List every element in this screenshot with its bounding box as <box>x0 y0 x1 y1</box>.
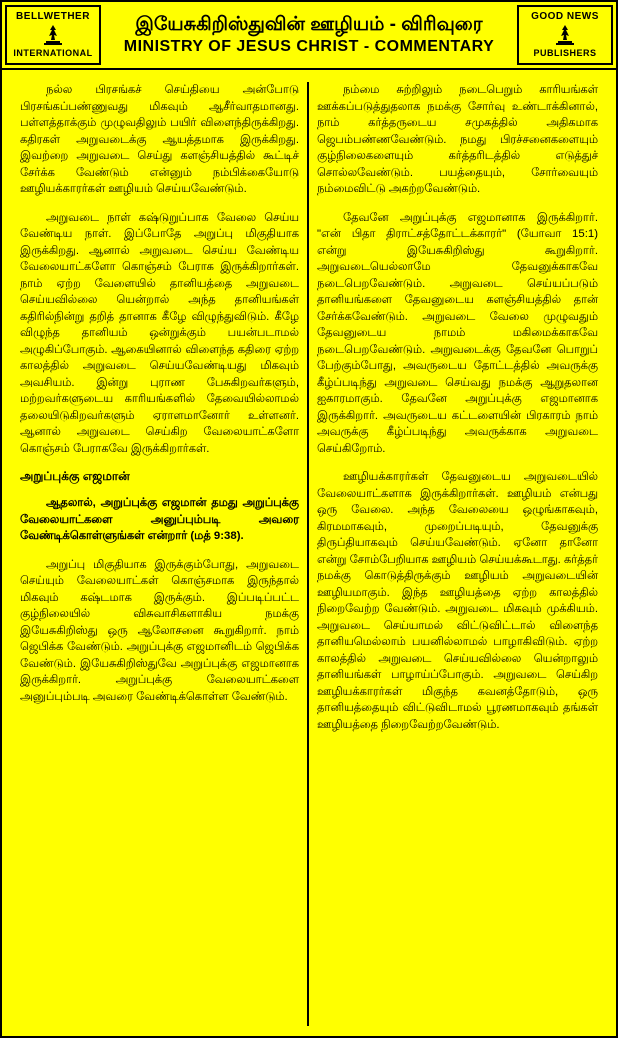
paragraph: ஊழியக்காரர்கள் தேவனுடைய அறுவடையில் வேலையாட்களாக இருக்கிறார்கள். ஊழியம் என்பது ஒரு வேலை. அந்த வேலையை ஒழுங்காகவும், கிரமமாகவும், முறைப்படியும், தேவனுக்கு திருப்தியாகவும் செய்யவேண்டும். ஏனோ தானோ என்று சோம்பேறியாக ஊழியம் செய்யக்கூடாது. கர்த்தர் நமக்கு கொடுத்திருக்கும் ஊழியம் அறுவடையின் ஊழியமாகும். இந்த ஊழியத்தை ஏற்ற காலத்தில் நிறைவேற்ற வேண்டும். அறுவடை மிகவும் முக்கியம். அறுவடை செய்யாமல் விட்டுவிட்டால் விளைந்த தானியமெல்லாம் பயனில்லாமல் பாழாகிவிடும். ஏற்ற காலத்தில் அறுவடை செய்யவில்லை யென்றாலும் தானியங்கள் பாழாய்ப்போகும். அறுவடை செய்கிற ஊழியக்காரர்கள் மிகுந்த கவனத்தோடும், ஒரு தானியத்தையும் விட்டுவிடாமல் பூரணமாகவும் தங்கள் ஊழியத்தை நிறைவேற்றவேண்டும். <box>317 471 598 731</box>
paragraph: நம்மை சுற்றிலும் நடைபெறும் காரியங்கள் ஊக்கப்படுத்துதலாக நமக்கு சோர்வு உண்டாக்கினால், நாம் கர்த்தருடைய சமுகத்தில் அதிகமாக ஜெபம்பண்ணவேண்டும். நமது பிரச்சனைகளையும் குழ்நிலைகளையும் கர்த்தரிடத்தில் எடுத்துச் சொல்லவேண்டும். பயத்தையும், சோர்வையும் நம்மைவிட்டு அகற்றவேண்டும். <box>317 84 598 195</box>
page-title-tamil: இயேசுகிறிஸ்துவின் ஊழியம் - விரிவுரை <box>135 14 483 35</box>
torch-emblem-icon <box>552 24 578 46</box>
page-title-english: MINISTRY OF JESUS CHRIST - COMMENTARY <box>123 38 495 55</box>
page-body <box>2 70 616 1036</box>
left-column <box>12 82 309 1026</box>
bellwether-logo-line1: BELLWETHER <box>16 11 90 22</box>
paragraph: அறுவடை நாள் கஷ்டுறுப்பாக வேலை செய்ய வேண்டிய நாள். இப்போதே அறுப்பு மிகுதியாக இருக்கிறது. ஆனால் அறுவடை செய்ய வேண்டிய வேலையாட்களோ கொஞ்சம் பேராக இருக்கிறார்கள். நாம் ஏற்ற வேளையில் தானியத்தை அறுவடை செய்யவில்லை யென்றால் அந்த தானியங்கள் கதிரில்நின்று தறித் தானாக கீழே விழுந்துவிடும். கீழே விழுந்த தானியம் ஒன்றுக்கும் பயன்படாமல் அழுகிப்போகும். ஆகையினால் விளைந்த கதிரை ஏற்ற காலத்தில் அறுவடை செய்யவேண்டியது மிகவும் அவசியம். இன்று புராண பேசுகிறவர்களும், மற்றவர்களுடைய காரியங்களில் தேவையில்லாமல் தலையிடுகிறவர்களும் ஏராளமானோர் உள்ளனர். ஆனால் அறுவடை செய்கிற வேலையாட்களோ கொஞ்சம் பேராகவே இருக்கிறார்கள். <box>20 211 299 455</box>
goodnews-logo <box>517 5 613 65</box>
paragraph: அறுப்பு மிகுதியாக இருக்கும்போது, அறுவடை செய்யும் வேலையாட்கள் கொஞ்சமாக இருந்தால் மிகவும் கஷ்டமாக இருக்கும். இப்படிப்பட்ட குழ்நிலையில் விசுவாசிகளாகிய நமக்கு இயேசுகிறிஸ்து ஒரு ஆலோசனை கூறுகிறார். நாம் ஜெபிக்க வேண்டும். அறுப்புக்கு எஜமானிடம் ஜெபிக்க வேண்டும். இயேசுகிறிஸ்துவே அறுப்புக்கு எஜமானாக இருக்கிறார். அறுப்புக்கு வேலையாட்களை அனுப்பும்படி அவரை வேண்டிக்கொள்ள வேண்டும். <box>20 558 299 703</box>
bellwether-logo <box>5 5 101 65</box>
paragraph: நல்ல பிரசங்கச் செய்தியை அன்போடு பிரசங்கப்பண்ணுவது மிகவும் ஆசீர்வாதமானது. பள்ளத்தாக்கும் முழுவதிலும் பயிர் விளைந்திருக்கிறது. கதிரகள் அறுவடைக்கு ஆயத்தமாக இருக்கிறது. இவற்றை அறுவடை செய்து களஞ்சியத்தில் கூட்டிச் சேர்க்க வேண்டும் என்னும் நம்பிக்கையோடு ஊழியக்காரர்கள் ஊழியம் செய்யவேண்டும். <box>20 84 299 195</box>
goodnews-logo-line1: GOOD NEWS <box>531 11 599 22</box>
scripture-paragraph: ஆதலால், அறுப்புக்கு எஜமான் தமது அறுப்புக்கு வேலையாட்களை அனுப்பும்படி அவரை வேண்டிக்கொள்ளுங்கள் என்றார் (மத் 9:38). <box>20 497 299 542</box>
header-titles <box>104 2 514 68</box>
page-header <box>2 2 616 70</box>
goodnews-logo-line2: PUBLISHERS <box>533 48 597 58</box>
paragraph: தேவனே அறுப்புக்கு எஜமானாக இருக்கிறார். "என் பிதா திராட்சத்தோட்டக்காரர்" (யோவா 15:1) என்று இயேசுகிறிஸ்து கூறுகிறார். அறுவடையெல்லாமே தேவனுக்காகவே நடைபெறவேண்டும். அறுவடை செய்யப்படும் தானியங்களை தேவனுடைய களஞ்சியத்தில் தான் சேர்க்கவேண்டும். அறுவடை வேலை முழுவதும் தேவனுடைய நாமம் மகிமைக்காகவே நடைபெறவேண்டும். அறுவடைக்கு தேவனே பொறுப் பேற்கும்போது, அவருடைய தோட்டத்தில் அவருக்கு கீழ்ப்படிந்து அறுவடை செய்வது நமக்கு ஆறுதலான ஐகாரமாகும். தேவனே அறுப்புக்கு எஜமானாக இருக்கிறார். அவருடைய கட்டளையின் பிரகாரம் நாம் அவருக்கு கீழ்ப்படிந்து அவருக்காக அறுவடை செய்கிறோம். <box>317 211 598 455</box>
torch-emblem-icon <box>40 24 66 46</box>
right-column <box>309 82 606 1026</box>
bellwether-logo-line2: INTERNATIONAL <box>13 48 93 58</box>
section-subheading: அறுப்புக்கு எஜமான் <box>20 469 130 483</box>
